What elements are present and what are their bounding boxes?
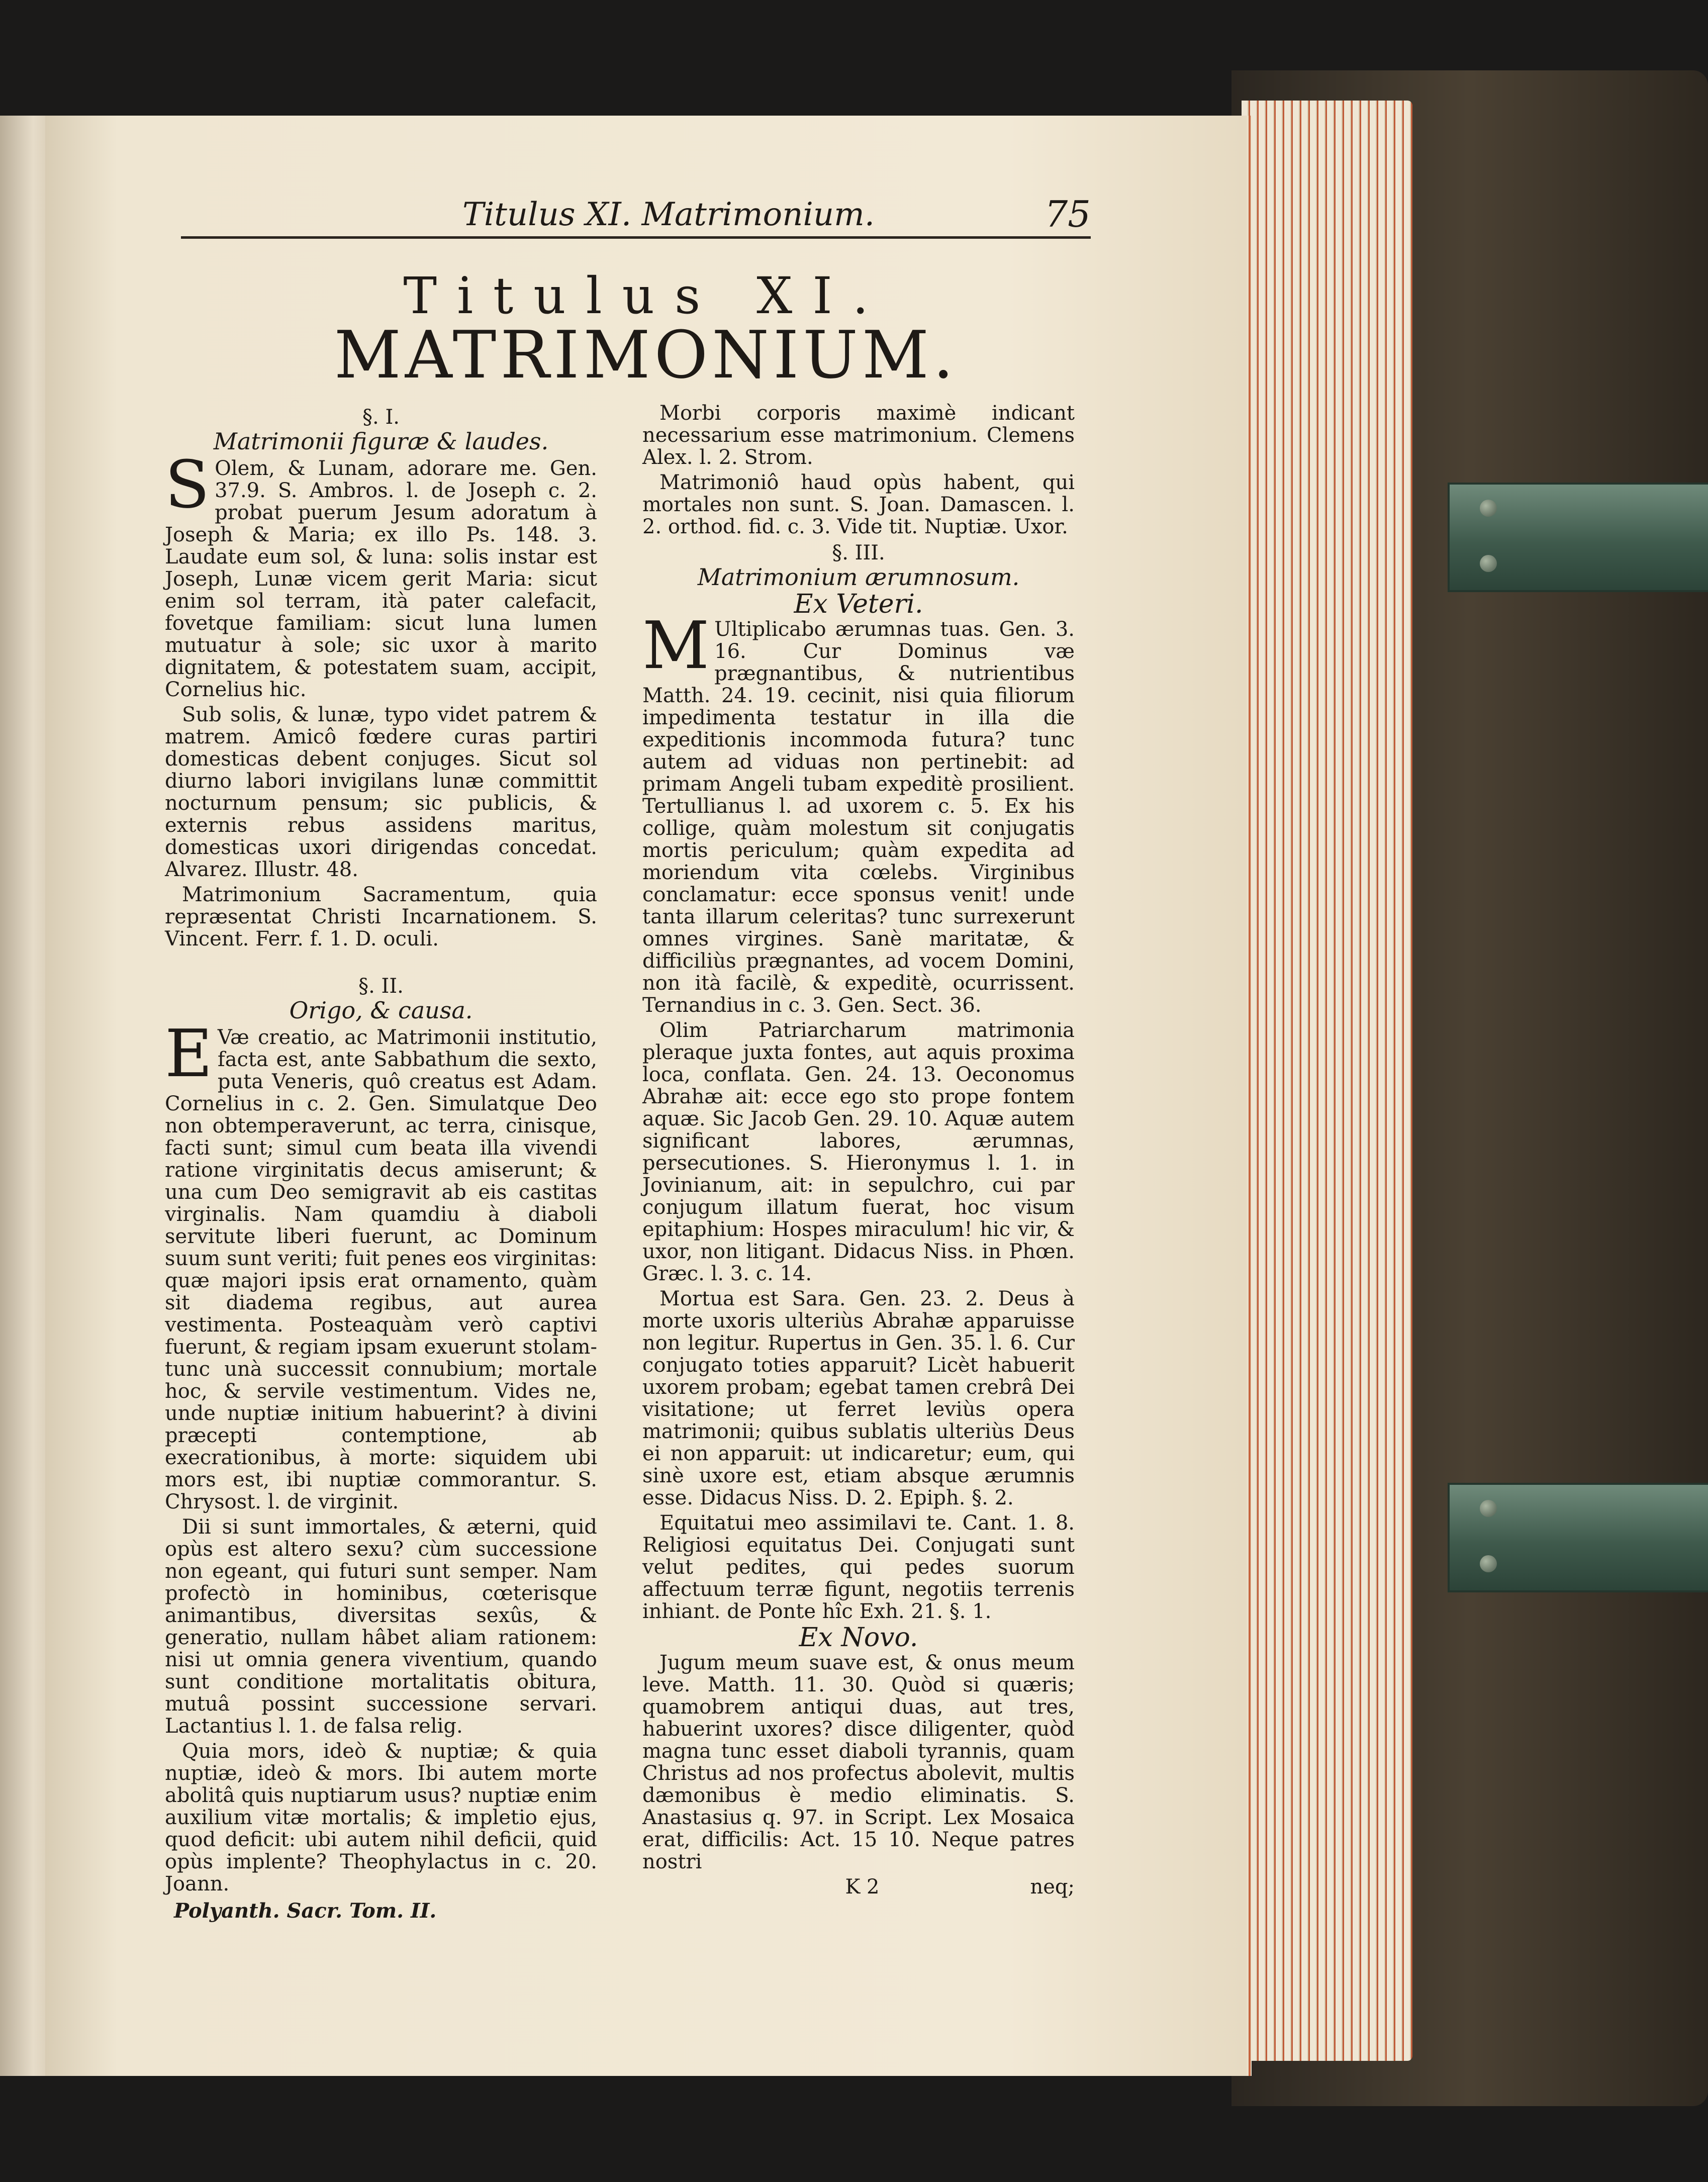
running-title: Titulus XI. Matrimonium. (462, 196, 875, 233)
paragraph: Olim Patriarcharum matrimonia pleraque juxta fontes, aut aquis proxima loca, conflata. Gen. 24. 13. Oeconomus Abrahæ ait: ecce ego sto prope fontem aquæ. Sic Jacob Gen. 29. 10. Aquæ autem significant labores, ærumnas, persecutiones. S. Hieronymus l. 1. in Jovinianum, ait: in sepulchro, cui par conjugum illatum fuerat, hoc visum epitaphium: Hospes miraculum! hic vir, & uxor, non litigant. Didacus Niss. in Phœn. Græc. l. 3. c. 14. (642, 1019, 1075, 1285)
signature-line: Polyanth. Sacr. Tom. II. (174, 1899, 437, 1923)
drop-cap: E (165, 1015, 213, 1092)
section-number: §. I. (362, 406, 400, 429)
subheading: Ex Veteri. (794, 589, 923, 619)
book-page (45, 116, 1247, 2076)
page-title: MATRIMONIUM. (334, 317, 958, 393)
page-header (181, 193, 1091, 239)
paragraph: M Ultiplicabo ærumnas tuas. Gen. 3. 16. Cur Dominus væ prægnantibus, & nutrientibus Matth. 24. 19. cecinit, nisi quia filiorum impedimenta testatur in illa die expeditionis incommoda futura? tunc autem ad viduas non pertinebit: ad primam Angeli tubam expeditè prosilient. Tertullianus l. ad uxorem c. 5. Ex his collige, quàm molestum sit conjugatis mortis periculum; quàm expedita ad moriendum vita cœlebs. Virginibus conclamatur: ecce sponsus venit! unde tanta illarum celeritas? tunc surrexerunt omnes virgines. Sanè maritatæ, & difficiliùs prægnantes, ad vocem Domini, non ità facilè, & expeditè, ocurrissent. Ternandius in c. 3. Gen. Sect. 36. (642, 607, 1075, 1017)
paragraph: Matrimoniô haud opùs habent, qui mortales non sunt. S. Joan. Damascen. l. 2. orthod. fid. c. 3. Vide tit. Nuptiæ. Uxor. (642, 471, 1075, 538)
right-column (642, 402, 1075, 1898)
section-number: §. II. (358, 975, 404, 998)
paragraph: Equitatui meo assimilavi te. Cant. 1. 8. Religiosi equitatus Dei. Conjugati sunt velut pedites, qui pedes suorum affectuum terræ figunt, negotiis terrenis inhiant. de Ponte hîc Exh. 21. §. 1. (642, 1511, 1075, 1623)
paragraph: Morbi corporis maximè indicant necessarium esse matrimonium. Clemens Alex. l. 2. Strom. (642, 402, 1075, 469)
catchword-line (642, 1876, 1075, 1898)
paragraph: Jugum meum suave est, & onus meum leve. Matth. 11. 30. Quòd si quæris; quamobrem antiqui duas, aut tres, habuerint uxores? disce diligenter, quòd magna tunc esset diaboli tyrannis, quam Christus ad nos profectus abolevit, multis dæmonibus è medio eliminatis. S. Anastasius q. 97. in Script. Lex Mosaica erat, difficilis: Act. 15 10. Neque patres nostri (642, 1651, 1075, 1873)
subheading: Ex Novo. (799, 1623, 918, 1653)
paragraph: Quia mors, ideò & nuptiæ; & quia nuptiæ, ideò & mors. Ibi autem morte abolitâ quis nuptiarum usus? nuptiæ enim auxilium vitæ mortalis; & impletio ejus, quod deficit: ubi autem nihil deficii, quid opùs implente? Theophylactus in c. 20. Joann. (165, 1740, 597, 1895)
drop-cap: S (165, 446, 210, 523)
paragraph: Mortua est Sara. Gen. 23. 2. Deus à morte uxoris ulteriùs Abrahæ apparuisse non legitur. Rupertus in Gen. 35. l. 6. Cur conjugato toties apparuit? Licèt habuerit uxorem probam; egebat tamen crebrâ Dei visitatione; ut ferret leviùs opera matrimonii; quibus sublatis ulteriùs Deus ei non apparuit: ut indicaretur; eum, qui sinè uxore est, etiam absque ærumnis esse. Didacus Niss. D. 2. Epiph. §. 2. (642, 1287, 1075, 1509)
section-title: Matrimonii figuræ & laudes. (213, 428, 549, 455)
paragraph: E Væ creatio, ac Matrimonii institutio, facta est, ante Sabbathum die sexto, puta Veneris, quô creatus est Adam. Cornelius in c. 2. Gen. Simulatque Deo non obtemperaverunt, ac terra, cinisque, facti sunt; simul cum beata illa vivendi ratione virginitatis decus amiserunt; & una cum Deo semigravit ab eis castitas virginalis. Nam quamdiu à diaboli servitute liberi fuerunt, ac Dominum suum sunt veriti; fuit penes eos virginitas: quæ majori ipsis erat ornamento, quàm sit diadema regibus, aut aurea vestimenta. Posteaquàm verò captivi fuerunt, & regiam ipsam exuerunt stolam-tunc unà successit connubium; mortale hoc, & servile vestimentum. Vides ne, unde nuptiæ initium habuerint? à divini præcepti contemptione, ab execrationibus, à morte: siquidem ubi mors est, ibi nuptiæ commorantur. S. Chrysost. l. de virginit. (165, 1015, 597, 1513)
paragraph: S Olem, & Lunam, adorare me. Gen. 37.9. S. Ambros. l. de Joseph c. 2. probat puerum Jesum adoratum à Joseph & Maria; ex illo Ps. 148. 3. Laudate eum sol, & luna: solis instar est Joseph, Lunæ vicem gerit Maria: sicut enim sol terram, ità pater calefacit, fovetque familiam: sicut luna lumen mutuatur à sole; sic uxor à marito dignitatem, & potestatem suam, accipit, Cornelius hic. (165, 446, 597, 701)
page-number: 75 (1045, 193, 1091, 235)
catchword: neq; (1030, 1875, 1075, 1899)
paragraph: Sub solis, & lunæ, typo videt patrem & matrem. Amicô fœdere curas partiri domesticas debent conjuges. Sicut sol diurno labori invigilans lunæ committit nocturnum pensum; sic publicis, & externis rebus assidens maritus, domesticas uxori dirigendas concedat. Alvarez. Illustr. 48. (165, 703, 597, 881)
section-number: §. III. (832, 541, 885, 564)
clasp-lower (1448, 1483, 1708, 1592)
paragraph: Matrimonium Sacramentum, quia repræsentat Christi Incarnationem. S. Vincent. Ferr. f. 1. D. oculi. (165, 883, 597, 951)
page-stack (1242, 101, 1412, 2061)
section-title: Matrimonium ærumnosum. (697, 563, 1020, 591)
paragraph: Dii si sunt immortales, & æterni, quid opùs est altero sexu? cùm successione non egeant, qui futuri sunt semper. Nam profectò in hominibus, cœterisque animantibus, diversitas sexûs, & generatio, nullam hâbet aliam rationem: nisi ut omnia genera viventium, quando sunt conditione mortalitatis obitura, mutuâ possint successione servari. Lactantius l. 1. de falsa relig. (165, 1515, 597, 1738)
left-column (165, 402, 597, 1922)
signature-mark: K 2 (845, 1875, 880, 1899)
section-title: Origo, & causa. (289, 997, 473, 1024)
drop-cap: M (642, 607, 710, 684)
clasp-upper (1448, 483, 1708, 592)
titulus: Titulus XI. (403, 266, 889, 325)
